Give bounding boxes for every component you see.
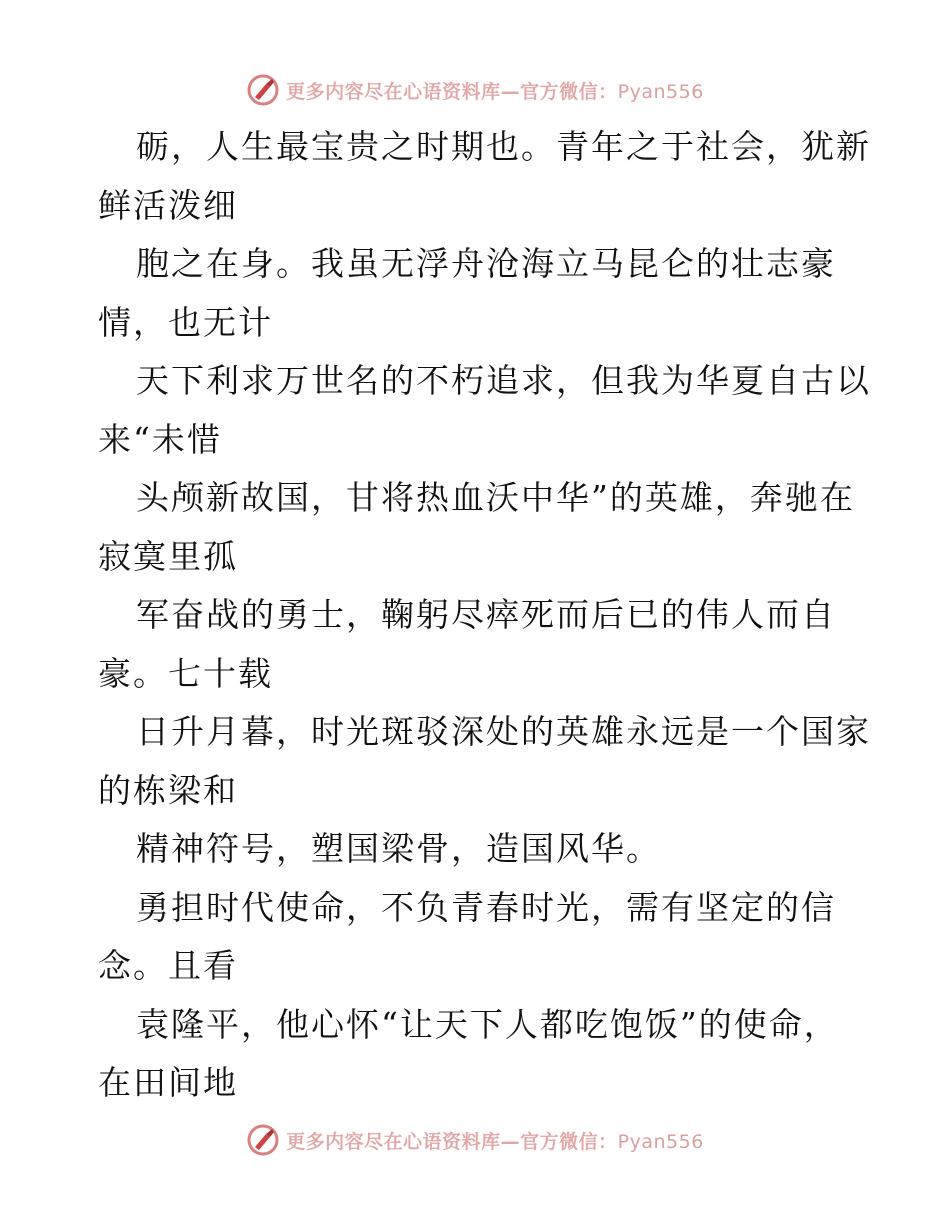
text-line: 情，也无计 [98,302,273,342]
text-line: 天下利求万世名的不朽追求，但我为华夏自古以 [136,361,871,400]
text-line: 袁隆平，他心怀“让天下人都吃饱饭”的使命， [136,1004,839,1044]
text-line: 念。且看 [98,946,238,985]
text-line: 寂寞里孤 [98,536,238,576]
text-line: 砺，人生最宝贵之时期也。青年之于社会，犹新 [136,127,871,166]
text-line: 军奋战的勇士，鞠躬尽瘁死而后已的伟人而自 [136,595,836,634]
pen-logo-icon [246,1123,280,1157]
text-line: 日升月暮，时光斑驳深处的英雄永远是一个国家 [136,712,871,751]
text-line: 头颅新故国，甘将热血沃中华”的英雄，奔驰在 [136,478,855,517]
watermark-text: 更多内容尽在心语资料库—官方微信：Pyan556 [286,1130,704,1153]
text-line: 豪。七十载 [98,653,273,693]
text-line: 精神符号，塑国梁骨，造国风华。 [136,829,661,868]
text-line: 在田间地 [98,1063,238,1102]
document-body [98,118,871,1113]
footer-watermark [0,1120,950,1160]
text-line: 的栋梁和 [98,770,238,810]
text-line: 胞之在身。我虽无浮舟沧海立马昆仑的壮志豪 [136,244,836,283]
pen-logo-icon [246,73,280,107]
text-line: 鲜活泼细 [98,185,238,225]
text-line: 勇担时代使命，不负青春时光，需有坚定的信 [136,887,836,927]
text-line: 来“未惜 [98,419,222,459]
watermark-text: 更多内容尽在心语资料库—官方微信：Pyan556 [286,80,704,103]
header-watermark [0,70,950,110]
